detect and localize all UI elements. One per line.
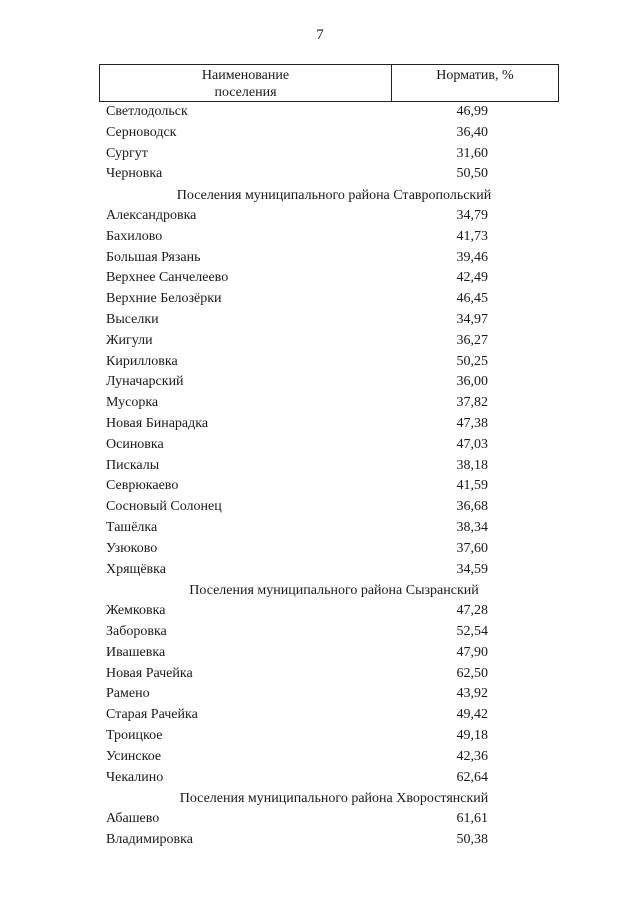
settlement-name: Рамено bbox=[106, 686, 150, 702]
norm-value: 52,54 bbox=[456, 623, 488, 639]
table-row bbox=[0, 601, 640, 622]
settlement-name: Абашево bbox=[106, 811, 160, 827]
norm-value: 42,36 bbox=[456, 748, 488, 764]
table-row bbox=[0, 352, 640, 373]
norm-value: 50,38 bbox=[456, 831, 488, 847]
table-row bbox=[0, 768, 640, 789]
header-name-line1: Наименование bbox=[201, 68, 290, 83]
norm-value: 34,97 bbox=[456, 311, 488, 327]
norm-value: 36,00 bbox=[456, 374, 488, 390]
header-name-column bbox=[100, 65, 392, 101]
table-row bbox=[0, 414, 640, 435]
norm-value: 46,99 bbox=[456, 104, 488, 119]
norm-value: 50,25 bbox=[456, 353, 488, 369]
settlement-name: Светлодольск bbox=[106, 104, 188, 119]
norm-value: 41,73 bbox=[456, 228, 488, 244]
table-row bbox=[0, 664, 640, 685]
section-title: Поселения муниципального района Сызранский bbox=[189, 583, 479, 599]
table-row bbox=[0, 206, 640, 227]
table-row bbox=[0, 144, 640, 165]
norm-value: 38,18 bbox=[456, 457, 488, 473]
norm-value: 31,60 bbox=[456, 145, 488, 161]
norm-value: 47,03 bbox=[456, 436, 488, 452]
settlement-name: Кирилловка bbox=[106, 353, 178, 369]
norm-value: 62,50 bbox=[456, 665, 488, 681]
table-row bbox=[0, 809, 640, 830]
table-row bbox=[0, 310, 640, 331]
norm-value: 61,61 bbox=[456, 811, 488, 827]
settlement-name: Ташёлка bbox=[106, 519, 158, 535]
settlement-name: Усинское bbox=[106, 748, 162, 764]
table-row bbox=[0, 331, 640, 352]
settlement-name: Сургут bbox=[106, 145, 148, 161]
norm-value: 36,68 bbox=[456, 499, 488, 515]
table-row bbox=[0, 622, 640, 643]
norm-value: 39,46 bbox=[456, 249, 488, 265]
norm-value: 62,64 bbox=[456, 769, 488, 785]
settlement-name: Новая Бинарадка bbox=[106, 415, 209, 431]
table-row bbox=[0, 643, 640, 664]
table-row bbox=[0, 268, 640, 289]
settlement-name: Жигули bbox=[106, 332, 153, 348]
norm-value: 49,42 bbox=[456, 707, 488, 723]
settlement-name: Пискалы bbox=[106, 457, 160, 473]
table-header bbox=[99, 64, 559, 102]
table-row bbox=[0, 830, 640, 851]
settlement-name: Выселки bbox=[106, 311, 159, 327]
table-row bbox=[0, 726, 640, 747]
norm-value: 42,49 bbox=[456, 270, 488, 286]
table-body bbox=[0, 102, 640, 851]
norm-value: 38,34 bbox=[456, 519, 488, 535]
settlement-name: Заборовка bbox=[106, 623, 167, 639]
settlement-name: Луначарский bbox=[106, 374, 184, 390]
table-row bbox=[0, 393, 640, 414]
norm-value: 36,27 bbox=[456, 332, 488, 348]
table-row bbox=[0, 560, 640, 581]
table-row bbox=[0, 456, 640, 477]
table-row bbox=[0, 684, 640, 705]
table-row bbox=[0, 476, 640, 497]
norm-value: 50,50 bbox=[456, 166, 488, 182]
table-row bbox=[0, 123, 640, 144]
table-row bbox=[0, 102, 640, 123]
norm-value: 49,18 bbox=[456, 727, 488, 743]
settlement-name: Хрящёвка bbox=[106, 561, 166, 577]
norm-value: 43,92 bbox=[456, 686, 488, 702]
settlement-name: Большая Рязань bbox=[106, 249, 201, 265]
table-row bbox=[0, 372, 640, 393]
table-row bbox=[0, 435, 640, 456]
norm-value: 47,28 bbox=[456, 603, 488, 619]
settlement-name: Узюково bbox=[106, 540, 158, 556]
settlement-name: Ивашевка bbox=[106, 644, 166, 660]
settlement-name: Старая Рачейка bbox=[106, 707, 198, 723]
settlement-name: Новая Рачейка bbox=[106, 665, 193, 681]
norm-value: 41,59 bbox=[456, 478, 488, 494]
norm-value: 34,59 bbox=[456, 561, 488, 577]
section-title: Поселения муниципального района Ставропольский bbox=[176, 188, 492, 204]
settlement-name: Бахилово bbox=[106, 228, 163, 244]
settlement-name: Владимировка bbox=[106, 831, 193, 847]
norm-value: 34,79 bbox=[456, 207, 488, 223]
settlement-name: Сосновый Солонец bbox=[106, 499, 222, 515]
settlement-name: Жемковка bbox=[106, 603, 166, 619]
settlement-name: Чекалино bbox=[106, 769, 164, 785]
settlement-name: Осиновка bbox=[106, 436, 164, 452]
section-title: Поселения муниципального района Хворостянский bbox=[179, 791, 489, 807]
settlement-name: Серноводск bbox=[106, 124, 177, 140]
norm-value: 47,90 bbox=[456, 644, 488, 660]
table-row bbox=[0, 227, 640, 248]
settlement-name: Верхнее Санчелеево bbox=[106, 270, 229, 286]
table-row bbox=[0, 539, 640, 560]
table-row bbox=[0, 747, 640, 768]
settlement-name: Верхние Белозёрки bbox=[106, 291, 222, 307]
header-value-column: Норматив, % bbox=[436, 68, 514, 83]
settlement-name: Севрюкаево bbox=[106, 478, 179, 494]
settlement-name: Мусорка bbox=[106, 395, 159, 411]
settlement-name: Троицкое bbox=[106, 727, 163, 743]
norm-value: 47,38 bbox=[456, 415, 488, 431]
settlement-name: Александровка bbox=[106, 207, 197, 223]
norm-value: 37,82 bbox=[456, 395, 488, 411]
table-row bbox=[0, 289, 640, 310]
table-row bbox=[0, 518, 640, 539]
page-number: 7 bbox=[316, 27, 324, 43]
settlement-name: Черновка bbox=[106, 166, 163, 182]
norm-value: 36,40 bbox=[456, 124, 488, 140]
table-row bbox=[0, 164, 640, 185]
norm-value: 46,45 bbox=[456, 291, 488, 307]
table-row bbox=[0, 497, 640, 518]
table-row bbox=[0, 705, 640, 726]
header-name-line2: поселения bbox=[214, 85, 277, 100]
table-row bbox=[0, 248, 640, 269]
norm-value: 37,60 bbox=[456, 540, 488, 556]
